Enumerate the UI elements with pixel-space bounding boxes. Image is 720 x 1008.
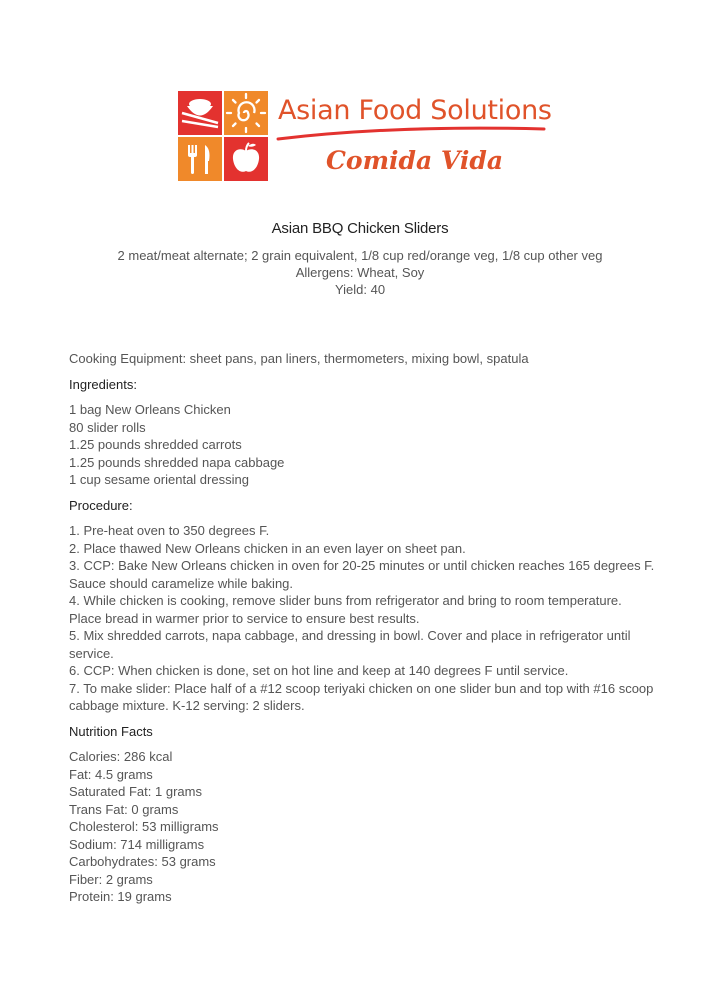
- procedure-heading: Procedure:: [69, 497, 133, 513]
- apple-icon: [224, 137, 268, 181]
- list-item: 1 bag New Orleans Chicken: [69, 402, 231, 417]
- procedure-line: Sauce should caramelize while baking.: [69, 575, 294, 591]
- list-item: Carbohydrates: 53 grams: [69, 854, 216, 869]
- brand-swoosh: [276, 121, 546, 143]
- recipe-header: [0, 220, 720, 298]
- list-item: Fiber: 2 grams: [69, 871, 153, 887]
- ingredients-heading: Ingredients:: [69, 376, 137, 392]
- procedure-line: 2. Place thawed New Orleans chicken in an even layer on sheet pan.: [69, 540, 466, 556]
- list-item: 80 slider rolls: [69, 419, 146, 435]
- yield: Yield: 40: [334, 282, 386, 297]
- procedure-line: 6. CCP: When chicken is done, set on hot line and keep at 140 degrees F until service.: [69, 663, 569, 678]
- logo-tiles: [178, 91, 269, 181]
- procedure-line: 1. Pre-heat oven to 350 degrees F.: [69, 523, 270, 538]
- procedure-list: [69, 522, 689, 715]
- brand-tagline: Comida Vida: [326, 146, 504, 175]
- rice-bowl-chopsticks-icon: [178, 91, 222, 135]
- procedure-line: 5. Mix shredded carrots, napa cabbage, and dressing in bowl. Cover and place in refrigerator until: [69, 628, 631, 643]
- list-item: Saturated Fat: 1 grams: [69, 784, 202, 799]
- list-item: 1.25 pounds shredded napa cabbage: [69, 454, 285, 470]
- brand-logo: [178, 91, 552, 181]
- sun-spiral-icon: [224, 91, 268, 135]
- list-item: Calories: 286 kcal: [69, 749, 173, 764]
- nutrition-list: [69, 748, 689, 906]
- recipe-body: [69, 350, 689, 906]
- procedure-line: cabbage mixture. K-12 serving: 2 sliders.: [69, 698, 305, 713]
- nutrition-heading: Nutrition Facts: [69, 723, 153, 739]
- allergens: Allergens: Wheat, Soy: [295, 265, 425, 280]
- ingredients-list: [69, 401, 689, 489]
- list-item: 1 cup sesame oriental dressing: [69, 472, 249, 487]
- list-item: Sodium: 714 milligrams: [69, 836, 205, 852]
- brand-name: Asian Food Solutions: [278, 95, 552, 126]
- list-item: Protein: 19 grams: [69, 889, 172, 904]
- recipe-title: Asian BBQ Chicken Sliders: [271, 220, 449, 237]
- list-item: Fat: 4.5 grams: [69, 766, 153, 782]
- procedure-line: 4. While chicken is cooking, remove slider buns from refrigerator and bring to room temperature.: [69, 593, 622, 608]
- list-item: Trans Fat: 0 grams: [69, 801, 179, 817]
- fork-knife-icon: [178, 137, 222, 181]
- procedure-line: 7. To make slider: Place half of a #12 scoop teriyaki chicken on one slider bun and top with #16 scoop: [69, 680, 654, 696]
- list-item: Cholesterol: 53 milligrams: [69, 819, 219, 834]
- procedure-line: 3. CCP: Bake New Orleans chicken in oven for 20-25 minutes or until chicken reaches 165 degrees F.: [69, 558, 655, 573]
- procedure-line: Place bread in warmer prior to service to ensure best results.: [69, 610, 420, 626]
- procedure-line: service.: [69, 645, 114, 661]
- list-item: 1.25 pounds shredded carrots: [69, 437, 242, 452]
- cooking-equipment: Cooking Equipment: sheet pans, pan liners, thermometers, mixing bowl, spatula: [69, 351, 529, 366]
- meal-pattern: 2 meat/meat alternate; 2 grain equivalent, 1/8 cup red/orange veg, 1/8 cup other veg: [117, 248, 603, 263]
